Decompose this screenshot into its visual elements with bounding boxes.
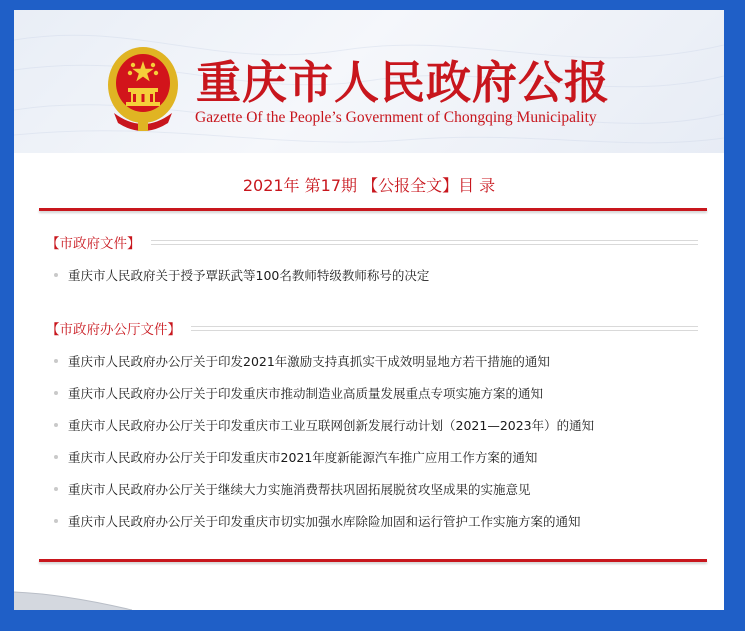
document-link[interactable]: 重庆市人民政府办公厅关于印发重庆市工业互联网创新发展行动计划（2021—2023年）的通知	[68, 418, 595, 433]
top-divider	[39, 208, 707, 211]
bullet-icon	[54, 455, 58, 459]
list-item[interactable]	[54, 415, 594, 435]
list-item[interactable]	[54, 265, 429, 285]
list-item[interactable]	[54, 479, 531, 499]
bullet-icon	[54, 487, 58, 491]
bullet-icon	[54, 423, 58, 427]
section-heading-general-office-documents	[46, 319, 698, 337]
list-item[interactable]	[54, 447, 537, 467]
bullet-icon	[54, 519, 58, 523]
bullet-icon	[54, 359, 58, 363]
gazette-title: 重庆市人民政府公报	[196, 56, 611, 109]
document-link[interactable]: 重庆市人民政府办公厅关于印发重庆市2021年度新能源汽车推广应用工作方案的通知	[68, 450, 538, 465]
national-emblem-icon	[106, 43, 180, 133]
list-item[interactable]	[54, 383, 543, 403]
section-rule	[191, 326, 698, 331]
document-link[interactable]: 重庆市人民政府办公厅关于印发重庆市切实加强水库除险加固和运行管护工作实施方案的通知	[68, 514, 581, 529]
issue-title: 2021年 第17期 【公报全文】目 录	[242, 176, 496, 195]
document-link[interactable]: 重庆市人民政府办公厅关于印发2021年激励支持真抓实干成效明显地方若干措施的通知	[68, 354, 550, 369]
bullet-icon	[54, 391, 58, 395]
gazette-frame	[14, 10, 724, 610]
masthead-banner	[14, 10, 724, 153]
document-link[interactable]: 重庆市人民政府办公厅关于印发重庆市推动制造业高质量发展重点专项实施方案的通知	[68, 386, 544, 401]
gazette-subtitle-en: Gazette Of the People’s Government of Chongqing Municipality	[195, 109, 597, 126]
list-item[interactable]	[54, 351, 550, 371]
section-heading-label: 【市政府文件】	[46, 236, 141, 252]
document-link[interactable]: 重庆市人民政府办公厅关于继续大力实施消费帮扶巩固拓展脱贫攻坚成果的实施意见	[68, 482, 531, 497]
bullet-icon	[54, 273, 58, 277]
section-heading-label: 【市政府办公厅文件】	[46, 322, 181, 338]
list-item[interactable]	[54, 511, 581, 531]
page-curl-shadow	[14, 588, 134, 610]
section-rule	[151, 240, 699, 245]
section-heading-municipal-documents	[46, 233, 698, 251]
document-link[interactable]: 重庆市人民政府关于授予覃跃武等100名教师特级教师称号的决定	[68, 268, 430, 283]
bottom-divider	[39, 559, 707, 562]
